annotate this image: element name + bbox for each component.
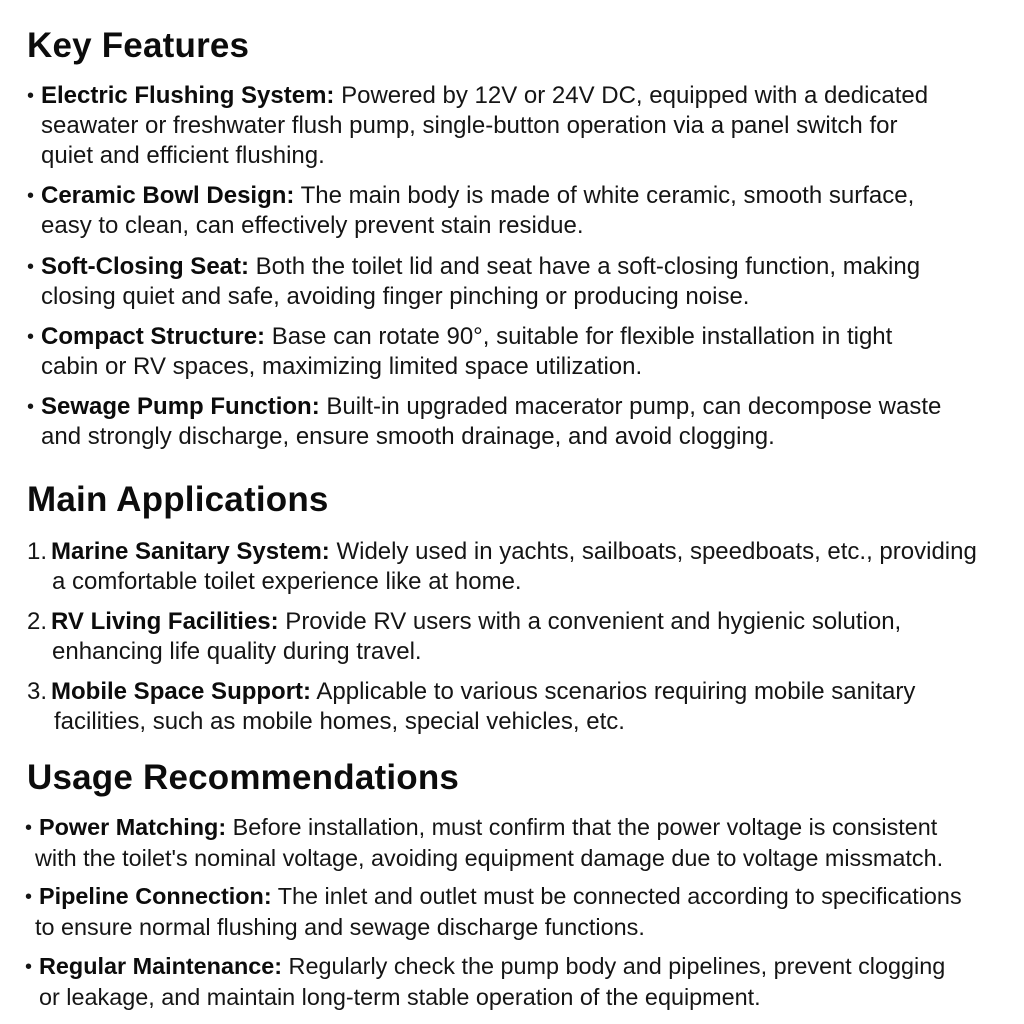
item-label: Sewage Pump Function:: [41, 393, 320, 420]
usage-recommendations-heading: Usage Recommendations: [27, 758, 460, 797]
item-label: Soft-Closing Seat:: [41, 253, 249, 280]
item-label: Regular Maintenance:: [39, 953, 283, 979]
item-label: Pipeline Connection:: [39, 883, 272, 909]
item-text: Before installation, must confirm that the power voltage is consistent: [226, 814, 938, 840]
item-text-continued: easy to clean, can effectively prevent stain residue.: [41, 212, 584, 239]
application-item: [27, 537, 977, 597]
recommendation-item: [25, 951, 945, 1012]
key-feature-item: [27, 392, 941, 452]
item-text-continued: facilities, such as mobile homes, special vehicles, etc.: [54, 708, 625, 735]
recommendation-item: [25, 881, 962, 942]
application-item: [27, 607, 901, 667]
key-feature-item: [27, 81, 928, 171]
key-feature-item: [27, 322, 892, 382]
item-text-continued: to ensure normal flushing and sewage discharge functions.: [35, 914, 645, 940]
item-text-continued: a comfortable toilet experience like at home.: [52, 568, 522, 595]
number-marker: 1.: [27, 538, 48, 565]
item-label: Marine Sanitary System:: [51, 538, 330, 565]
item-label: Mobile Space Support:: [51, 678, 312, 705]
key-feature-item: [27, 252, 920, 312]
bullet-marker: •: [25, 886, 33, 908]
item-label: Electric Flushing System:: [41, 82, 335, 109]
item-text: Base can rotate 90°, suitable for flexible installation in tight: [265, 323, 893, 350]
item-text-continued: or leakage, and maintain long-term stable operation of the equipment.: [39, 984, 761, 1010]
item-text: Powered by 12V or 24V DC, equipped with a dedicated: [334, 82, 929, 109]
bullet-marker: •: [27, 256, 35, 278]
item-text: Built-in upgraded macerator pump, can decompose waste: [319, 393, 942, 420]
bullet-marker: •: [27, 85, 35, 107]
item-text-continued: closing quiet and safe, avoiding finger pinching or producing noise.: [41, 283, 750, 310]
item-text: Applicable to various scenarios requiring mobile sanitary: [311, 678, 916, 705]
item-text: Widely used in yachts, sailboats, speedboats, etc., providing: [329, 538, 977, 565]
key-feature-item: [27, 181, 914, 241]
item-text: The main body is made of white ceramic, smooth surface,: [294, 182, 915, 209]
item-text: Provide RV users with a convenient and hygienic solution,: [278, 608, 902, 635]
item-text: The inlet and outlet must be connected according to specifications: [271, 883, 962, 909]
number-marker: 2.: [27, 608, 48, 635]
recommendation-item: [25, 812, 943, 873]
item-text-continued: quiet and efficient flushing.: [41, 142, 325, 169]
item-text-continued: cabin or RV spaces, maximizing limited space utilization.: [41, 353, 643, 380]
bullet-marker: •: [25, 817, 33, 839]
item-text-continued: with the toilet's nominal voltage, avoiding equipment damage due to voltage missmatch.: [35, 845, 944, 871]
item-text-continued: seawater or freshwater flush pump, single-button operation via a panel switch for: [41, 112, 898, 139]
main-applications-heading: Main Applications: [27, 480, 329, 519]
item-text-continued: enhancing life quality during travel.: [52, 638, 422, 665]
bullet-marker: •: [27, 396, 35, 418]
item-text: Both the toilet lid and seat have a soft-closing function, making: [249, 253, 921, 280]
item-label: Compact Structure:: [41, 323, 266, 350]
item-text-continued: and strongly discharge, ensure smooth drainage, and avoid clogging.: [41, 423, 775, 450]
number-marker: 3.: [27, 678, 48, 705]
item-label: Ceramic Bowl Design:: [41, 182, 295, 209]
bullet-marker: •: [25, 956, 33, 978]
item-label: Power Matching:: [39, 814, 227, 840]
bullet-marker: •: [27, 185, 35, 207]
item-text: Regularly check the pump body and pipelines, prevent clogging: [282, 953, 946, 979]
key-features-heading: Key Features: [27, 26, 250, 65]
bullet-marker: •: [27, 326, 35, 348]
application-item: [27, 677, 915, 737]
item-label: RV Living Facilities:: [51, 608, 279, 635]
